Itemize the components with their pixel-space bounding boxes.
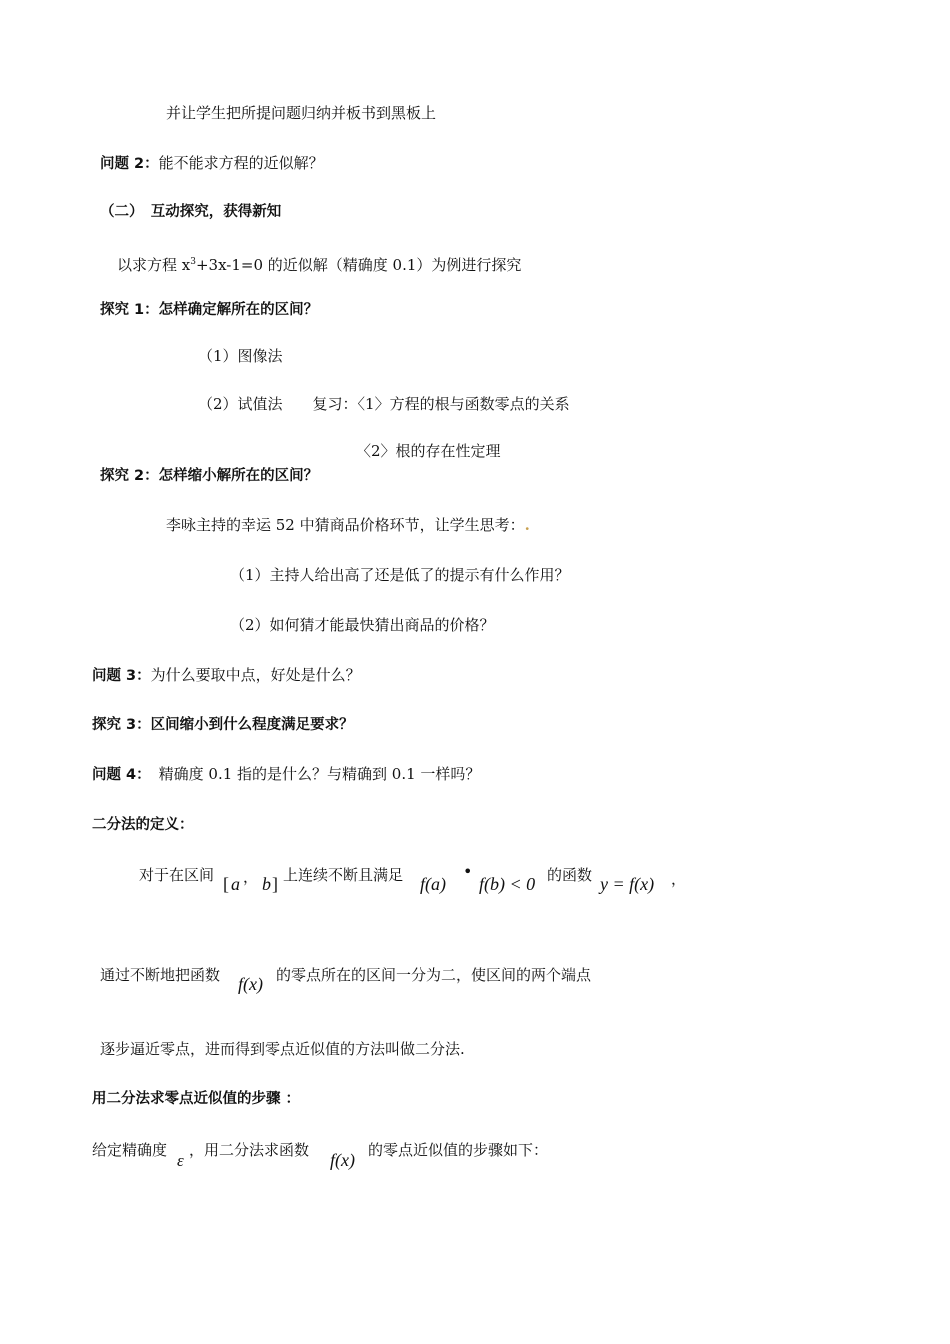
game-line — [166, 515, 530, 535]
question-label: 问题 2： — [100, 156, 159, 172]
question-2 — [100, 153, 324, 174]
definition-title: 二分法的定义： — [92, 817, 194, 833]
definition-line-3: 逐步逼近零点，进而得到零点近似值的方法叫做二分法. — [100, 1040, 465, 1058]
def-text: 上连续不断且满足 — [283, 866, 404, 884]
method-1: （1）图像法 — [198, 347, 283, 365]
steps-title: 用二分法求零点近似值的步骤 ： — [92, 1091, 301, 1107]
question-label: 问题 3： — [92, 668, 151, 684]
def-text: 对于在区间 — [139, 866, 215, 884]
marker-dot: . — [524, 516, 530, 534]
explore-3-heading: 探究 3：区间缩小到什么程度满足要求？ — [92, 717, 354, 733]
interval-open: [ — [223, 874, 229, 894]
example-text-pre: 以求方程 x — [117, 256, 191, 274]
math-y: y = f(x) — [600, 874, 655, 894]
interval-close: ] — [272, 874, 278, 894]
question-text: 能不能求方程的近似解？ — [158, 154, 324, 172]
def-comma: ， — [671, 870, 687, 888]
steps-text: ，用二分法求函数 — [189, 1141, 310, 1159]
math-a: a — [231, 874, 240, 894]
steps-text: 的零点近似值的步骤如下： — [368, 1141, 549, 1159]
question-3 — [92, 665, 361, 686]
explore-1-heading: 探究 1：怎样确定解所在的区间？ — [100, 302, 319, 318]
math-fx: f(x) — [238, 974, 263, 994]
math-fb: f(b) < 0 — [479, 874, 536, 894]
example-line — [117, 252, 521, 275]
example-text-post: +3x-1=0 的近似解（精确度 0.1）为例进行探究 — [195, 256, 522, 274]
def-text: 的零点所在的区间一分为二，使区间的两个端点 — [276, 966, 592, 984]
review-2: 〈2〉根的存在性定理 — [356, 442, 501, 460]
question-text: 精确度 0.1 指的是什么？与精确到 0.1 一样吗？ — [158, 765, 481, 783]
text-line: 并让学生把所提问题归纳并板书到黑板上 — [166, 104, 437, 122]
multiply-dot: • — [463, 862, 473, 881]
interval-comma: ， — [243, 868, 259, 886]
exponent: 3 — [190, 257, 196, 267]
question-label: 问题 4： — [92, 767, 151, 783]
game-text: 李咏主持的幸运 52 中猜商品价格环节，让学生思考： — [166, 516, 525, 534]
think-1: （1）主持人给出高了还是低了的提示有什么作用？ — [230, 566, 570, 584]
explore-2-heading: 探究 2：怎样缩小解所在的区间？ — [100, 468, 319, 484]
def-text: 通过不断地把函数 — [100, 966, 221, 984]
question-text: 为什么要取中点，好处是什么？ — [150, 666, 361, 684]
math-fx: f(x) — [330, 1150, 355, 1170]
def-text: 的函数 — [547, 866, 593, 884]
section-heading: （二） 互动探究，获得新知 — [100, 204, 282, 220]
math-b: b — [262, 874, 271, 894]
steps-text: 给定精确度 — [92, 1141, 168, 1159]
math-fa: f(a) — [420, 874, 446, 894]
method-2: （2）试值法 复习：〈1〉方程的根与函数零点的关系 — [198, 395, 570, 413]
think-2: （2）如何猜才能最快猜出商品的价格？ — [230, 616, 495, 634]
math-epsilon: ε — [177, 1151, 184, 1170]
question-4 — [92, 764, 480, 785]
